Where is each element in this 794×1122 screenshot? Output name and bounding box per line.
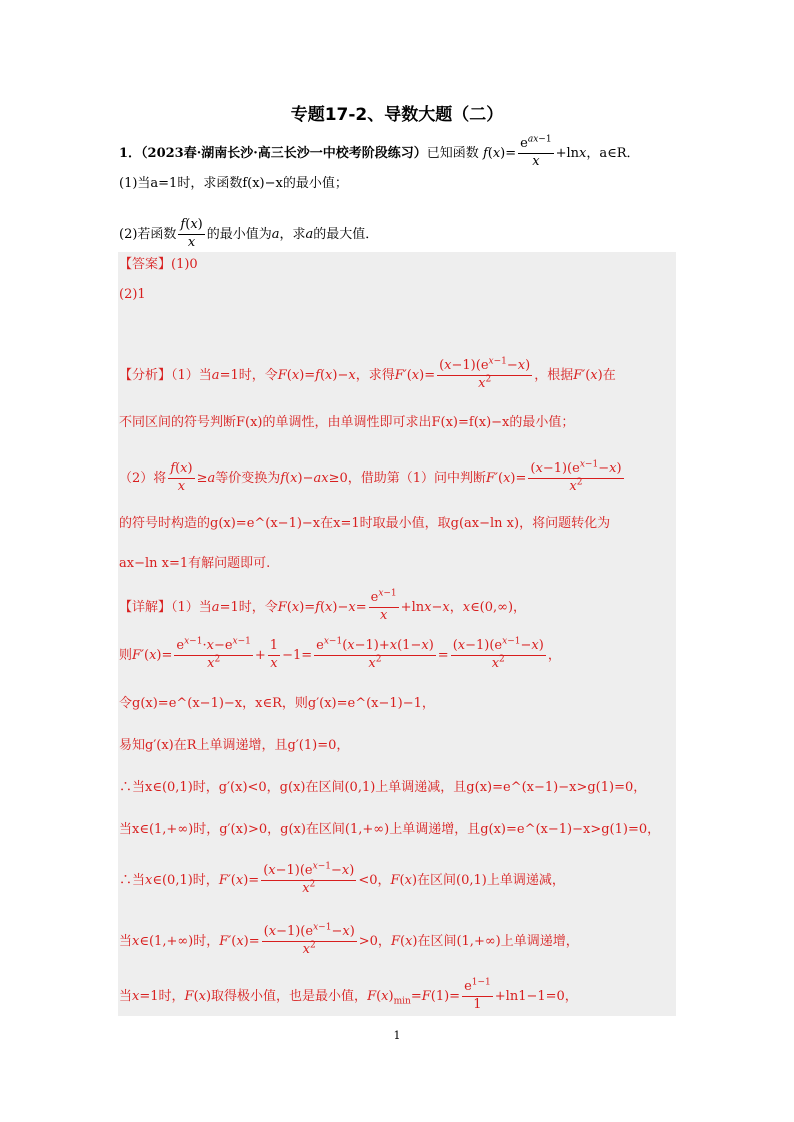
detail-line-6: 当x∈(1,+∞)时，g′(x)>0，g(x)在区间(1,+∞)上单调递增，且g(x)=e^(x−1)−x>g(1)=0， <box>119 822 661 837</box>
detail-line-4: 易知g′(x)在R上单调递增，且g′(1)=0， <box>119 738 350 753</box>
detail-label: 【详解】 <box>119 599 172 615</box>
problem-number: 1． <box>119 145 142 161</box>
detail-line-3: 令g(x)=e^(x−1)−x，x∈R，则g′(x)=e^(x−1)−1， <box>119 696 435 711</box>
problem-stem-formula: f(x)= $\frac{e^{ax-1}}{x}$ +lnx <box>482 134 587 169</box>
analysis-line-3: （2）将 $\frac{f(x)}{x}$ ≥a等价变换为f(x)−ax≥0，借助第（1）问中判断F′(x)= $\frac{(x-1)(e^{x-1}-x)}{x^2}$ <box>119 459 622 494</box>
analysis-line-1: 【分析】（1）当a=1时，令F(x)=f(x)−x，求得F′(x)= $\frac{(x-1)(e^{x-1}-x)}{x^2}$ ，根据F′(x)在 <box>119 356 616 391</box>
analysis-line-2: 不同区间的符号判断F(x)的单调性，由单调性即可求出F(x)=f(x)−x的最小值； <box>119 415 575 430</box>
problem-part-1: (1)当a=1时，求函数f(x)−x的最小值； <box>119 176 348 191</box>
answer-part-1: (1)0 <box>171 257 198 272</box>
detail-line-5: ∴当x∈(0,1)时，g′(x)<0，g(x)在区间(0,1)上单调递减，且g(x)=e^(x−1)−x>g(1)=0， <box>119 780 647 795</box>
page-number: 1 <box>393 1029 401 1042</box>
detail-line-9: 当x=1时，F(x)取得极小值，也是最小值，$F(x)_{min}=F(1)=$ $\frac{e^{1-1}}{1}$ +ln1−1=0， <box>119 977 578 1012</box>
problem-stem-prefix: 已知函数 <box>426 145 479 161</box>
answer-part-2: (2)1 <box>119 287 146 302</box>
analysis-line-5: ax−ln x=1有解问题即可. <box>119 556 271 571</box>
page-title: 专题17-2、导数大题（二） <box>290 105 504 125</box>
problem-line-1 <box>119 134 640 170</box>
problem-source: （2023春·湖南长沙·高三长沙一中校考阶段练习） <box>141 145 427 161</box>
answer-label: 【答案】 <box>119 257 172 272</box>
answer-line-1 <box>119 258 198 271</box>
detail-line-2: 则F′(x)= $\frac{e^{x-1}\cdot x-e^{x-1}}{x^2}$ + $\frac{1}{x}$ −1= $\frac{e^{x-1}(x-1)+x(1-x)}{x^2}$ = $\frac{(x-1)(e^{x-1}-x)}{x^2}$ ， <box>119 636 561 671</box>
detail-line-7: ∴当x∈(0,1)时，F′(x)= $\frac{(x-1)(e^{x-1}-x)}{x^2}$ <0，F(x)在区间(0,1)上单调递减， <box>119 861 565 896</box>
analysis-line-4: 的符号时构造的g(x)=e^(x−1)−x在x=1时取最小值，取g(ax−ln x)，将问题转化为 <box>119 516 611 531</box>
detail-line-8: 当x∈(1,+∞)时，F′(x)= $\frac{(x-1)(e^{x-1}-x)}{x^2}$ >0，F(x)在区间(1,+∞)上单调递增， <box>119 922 579 957</box>
analysis-label: 【分析】 <box>119 367 172 383</box>
problem-part-2: (2)若函数 $\frac{f(x)}{x}$ 的最小值为a，求a的最大值． <box>119 217 379 250</box>
detail-line-1: 【详解】（1）当a=1时，令F(x)=f(x)−x= $\frac{e^{x-1}}{x}$ +lnx−x，x∈(0,∞)， <box>119 588 527 623</box>
problem-stem-suffix: ，a∈R． <box>586 145 640 161</box>
